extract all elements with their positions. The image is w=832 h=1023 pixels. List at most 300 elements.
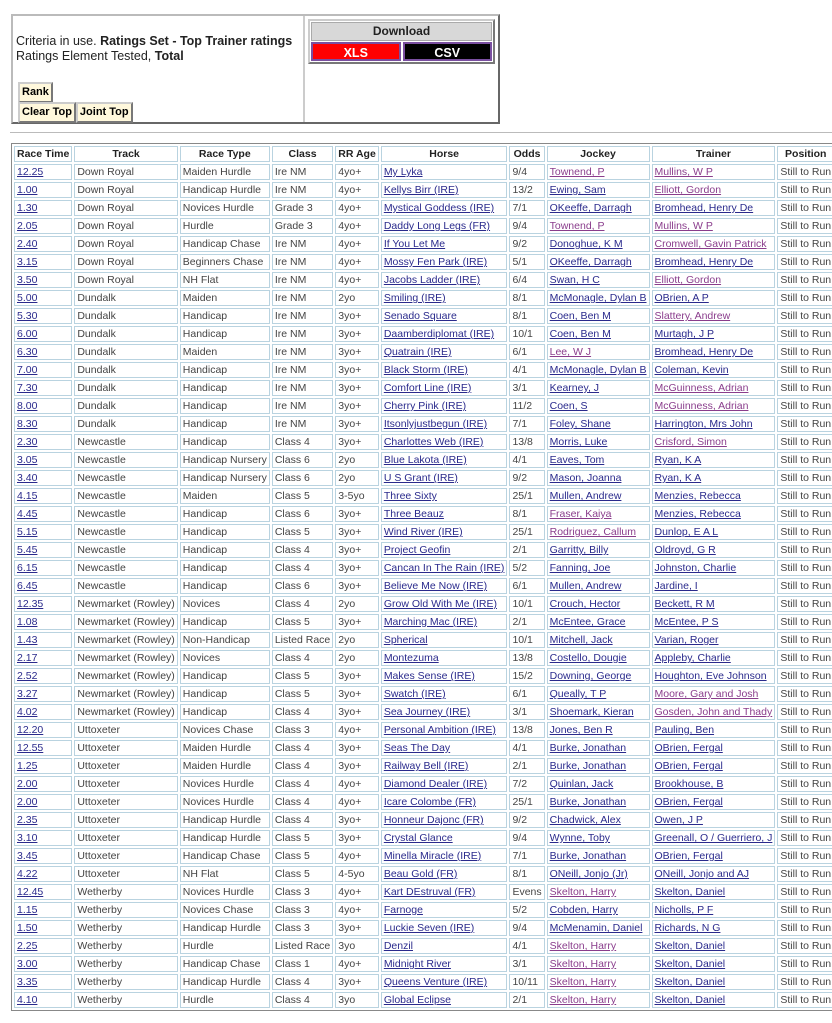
race-time-link[interactable]: 6.15	[17, 562, 38, 574]
jockey-link[interactable]: Burke, Jonathan	[549, 850, 627, 862]
horse-link[interactable]: Charlottes Web (IRE)	[383, 436, 484, 448]
class-cell: Ire NM	[272, 182, 333, 198]
jockey-link[interactable]: McMonagle, Dylan B	[549, 364, 647, 376]
odds-cell: 2/1	[509, 992, 544, 1008]
trainer-link[interactable]: Owen, J P	[654, 814, 703, 826]
jockey-link[interactable]: Skelton, Harry	[549, 976, 617, 988]
race-time-cell	[14, 506, 72, 522]
horse-link[interactable]: Queens Venture (IRE)	[383, 976, 488, 988]
trainer-link[interactable]: Bromhead, Henry De	[654, 256, 754, 268]
trainer-link[interactable]: Bromhead, Henry De	[654, 346, 754, 358]
rr-age-cell: 3yo+	[335, 920, 379, 936]
race-time-link[interactable]: 8.30	[17, 418, 38, 430]
track-cell: Newcastle	[74, 542, 177, 558]
horse-link[interactable]: Railway Bell (IRE)	[383, 760, 469, 772]
horse-link[interactable]: Marching Mac (IRE)	[383, 616, 478, 628]
horse-link[interactable]: Project Geofin	[383, 544, 451, 556]
criteria-value: Ratings Set - Top Trainer ratings	[100, 34, 293, 48]
trainer-link[interactable]: Varian, Roger	[654, 634, 719, 646]
horse-link[interactable]: Cherry Pink (IRE)	[383, 400, 467, 412]
jockey-link[interactable]: Foley, Shane	[549, 418, 611, 430]
class-cell: Class 4	[272, 992, 333, 1008]
jockey-link[interactable]: Burke, Jonathan	[549, 742, 627, 754]
trainer-link[interactable]: Crisford, Simon	[654, 436, 727, 448]
rr-age-cell: 3yo+	[335, 740, 379, 756]
horse-link[interactable]: Crystal Glance	[383, 832, 453, 844]
race-time-link[interactable]: 1.43	[17, 634, 38, 646]
race-time-link[interactable]: 7.30	[17, 382, 38, 394]
trainer-cell	[652, 434, 776, 450]
table-row	[14, 632, 832, 648]
jockey-link[interactable]: Wynne, Toby	[549, 832, 611, 844]
horse-link[interactable]: Daamberdiplomat (IRE)	[383, 328, 495, 340]
horse-link[interactable]: My Lyka	[383, 166, 423, 178]
race-time-link[interactable]: 1.30	[17, 202, 38, 214]
race-time-link[interactable]: 5.00	[17, 292, 38, 304]
criteria-panel	[11, 14, 500, 124]
jockey-cell	[547, 920, 650, 936]
track-cell: Newcastle	[74, 452, 177, 468]
trainer-cell	[652, 974, 776, 990]
jockey-link[interactable]: Mullen, Andrew	[549, 490, 622, 502]
race-time-link[interactable]: 2.00	[17, 796, 38, 808]
horse-link[interactable]: Grow Old With Me (IRE)	[383, 598, 497, 610]
race-time-link[interactable]: 2.40	[17, 238, 38, 250]
joint-top-button[interactable]: Joint Top	[76, 102, 133, 123]
trainer-link[interactable]: OBrien, A P	[654, 292, 709, 304]
table-row	[14, 740, 832, 756]
horse-link[interactable]: Quatrain (IRE)	[383, 346, 452, 358]
trainer-link[interactable]: Menzies, Rebecca	[654, 490, 741, 502]
horse-link[interactable]: Mossy Fen Park (IRE)	[383, 256, 488, 268]
jockey-link[interactable]: Crouch, Hector	[549, 598, 621, 610]
race-time-link[interactable]: 5.15	[17, 526, 38, 538]
race-time-cell	[14, 236, 72, 252]
track-cell: Dundalk	[74, 290, 177, 306]
jockey-link[interactable]: OKeeffe, Darragh	[549, 256, 632, 268]
jockey-link[interactable]: Chadwick, Alex	[549, 814, 621, 826]
table-header-row	[14, 146, 832, 162]
horse-link[interactable]: Honneur Dajonc (FR)	[383, 814, 484, 826]
jockey-link[interactable]: Coen, Ben M	[549, 310, 611, 322]
horse-link[interactable]: Kart DEstruval (FR)	[383, 886, 476, 898]
horse-cell	[381, 866, 508, 882]
race-time-link[interactable]: 3.05	[17, 454, 38, 466]
jockey-link[interactable]: Burke, Jonathan	[549, 796, 627, 808]
rr-age-cell: 3yo+	[335, 308, 379, 324]
horse-link[interactable]: Smiling (IRE)	[383, 292, 446, 304]
jockey-link[interactable]: Townend, P	[549, 166, 605, 178]
jockey-link[interactable]: McMonagle, Dylan B	[549, 292, 647, 304]
horse-cell	[381, 200, 508, 216]
horse-link[interactable]: Global Eclipse	[383, 994, 451, 1006]
jockey-link[interactable]: Skelton, Harry	[549, 940, 617, 952]
horse-cell	[381, 344, 508, 360]
trainer-cell	[652, 812, 776, 828]
horse-link[interactable]: Wind River (IRE)	[383, 526, 463, 538]
race-time-cell	[14, 596, 72, 612]
race-time-link[interactable]: 4.15	[17, 490, 38, 502]
track-cell: Newmarket (Rowley)	[74, 650, 177, 666]
trainer-link[interactable]: Menzies, Rebecca	[654, 508, 741, 520]
horse-cell	[381, 794, 508, 810]
race-time-link[interactable]: 8.00	[17, 400, 38, 412]
trainer-link[interactable]: Ryan, K A	[654, 472, 702, 484]
horse-link[interactable]: Mystical Goddess (IRE)	[383, 202, 495, 214]
horse-link[interactable]: Jacobs Ladder (IRE)	[383, 274, 481, 286]
horse-link[interactable]: Itsonlyjustbegun (IRE)	[383, 418, 488, 430]
horse-link[interactable]: Blue Lakota (IRE)	[383, 454, 467, 466]
jockey-link[interactable]: Mitchell, Jack	[549, 634, 613, 646]
race-time-link[interactable]: 1.25	[17, 760, 38, 772]
track-cell: Newmarket (Rowley)	[74, 614, 177, 630]
jockey-cell	[547, 866, 650, 882]
rr-age-cell: 3yo+	[335, 974, 379, 990]
rr-age-cell: 4yo+	[335, 722, 379, 738]
jockey-cell	[547, 560, 650, 576]
odds-cell: 10/1	[509, 632, 544, 648]
table-row	[14, 830, 832, 846]
race-time-link[interactable]: 2.05	[17, 220, 38, 232]
trainer-cell	[652, 686, 776, 702]
jockey-link[interactable]: Queally, T P	[549, 688, 607, 700]
odds-cell: 9/4	[509, 920, 544, 936]
trainer-link[interactable]: Mullins, W P	[654, 166, 713, 178]
jockey-link[interactable]: Donoghue, K M	[549, 238, 623, 250]
race-time-link[interactable]: 5.45	[17, 544, 38, 556]
trainer-link[interactable]: Skelton, Daniel	[654, 976, 726, 988]
race-time-link[interactable]: 12.20	[17, 724, 44, 736]
table-row	[14, 722, 832, 738]
trainer-link[interactable]: Dunlop, E A L	[654, 526, 719, 538]
trainer-link[interactable]: Elliott, Gordon	[654, 274, 722, 286]
race-time-link[interactable]: 1.15	[17, 904, 38, 916]
trainer-link[interactable]: Nicholls, P F	[654, 904, 714, 916]
class-cell: Class 6	[272, 470, 333, 486]
jockey-link[interactable]: Cobden, Harry	[549, 904, 618, 916]
trainer-cell	[652, 290, 776, 306]
odds-cell: 25/1	[509, 794, 544, 810]
position-cell: Still to Run	[777, 308, 832, 324]
class-cell: Class 4	[272, 758, 333, 774]
horse-link[interactable]: U S Grant (IRE)	[383, 472, 458, 484]
horse-link[interactable]: Sea Journey (IRE)	[383, 706, 471, 718]
trainer-link[interactable]: Richards, N G	[654, 922, 721, 934]
horse-link[interactable]: Personal Ambition (IRE)	[383, 724, 496, 736]
jockey-link[interactable]: Skelton, Harry	[549, 886, 617, 898]
race-time-link[interactable]: 3.45	[17, 850, 38, 862]
horse-cell	[381, 560, 508, 576]
trainer-link[interactable]: Skelton, Daniel	[654, 886, 726, 898]
jockey-link[interactable]: Ewing, Sam	[549, 184, 606, 196]
horse-link[interactable]: Luckie Seven (IRE)	[383, 922, 475, 934]
horse-link[interactable]: Denzil	[383, 940, 413, 952]
race-time-link[interactable]: 1.00	[17, 184, 38, 196]
trainer-link[interactable]: Harrington, Mrs John	[654, 418, 753, 430]
class-cell: Class 4	[272, 704, 333, 720]
rr-age-cell: 3yo+	[335, 344, 379, 360]
jockey-link[interactable]: Skelton, Harry	[549, 958, 617, 970]
trainer-link[interactable]: Ryan, K A	[654, 454, 702, 466]
race-time-link[interactable]: 3.00	[17, 958, 38, 970]
jockey-link[interactable]: Shoemark, Kieran	[549, 706, 634, 718]
trainer-link[interactable]: Skelton, Daniel	[654, 994, 726, 1006]
horse-link[interactable]: Kellys Birr (IRE)	[383, 184, 459, 196]
trainer-link[interactable]: Jardine, I	[654, 580, 698, 592]
race-time-cell	[14, 866, 72, 882]
jockey-link[interactable]: Mason, Joanna	[549, 472, 622, 484]
odds-cell: 5/2	[509, 560, 544, 576]
horse-link[interactable]: Spherical	[383, 634, 428, 646]
trainer-link[interactable]: Murtagh, J P	[654, 328, 715, 340]
download-csv-button[interactable]: CSV	[403, 42, 493, 61]
table-row	[14, 470, 832, 486]
jockey-link[interactable]: Coen, Ben M	[549, 328, 611, 340]
jockey-link[interactable]: Townend, P	[549, 220, 605, 232]
trainer-link[interactable]: Bromhead, Henry De	[654, 202, 754, 214]
horse-link[interactable]: Makes Sense (IRE)	[383, 670, 475, 682]
race-time-cell	[14, 416, 72, 432]
odds-cell: 10/1	[509, 596, 544, 612]
class-cell: Ire NM	[272, 344, 333, 360]
jockey-link[interactable]: Mullen, Andrew	[549, 580, 622, 592]
rr-age-cell: 3-5yo	[335, 488, 379, 504]
jockey-link[interactable]: Jones, Ben R	[549, 724, 613, 736]
rr-age-cell: 2yo	[335, 290, 379, 306]
race-time-cell	[14, 290, 72, 306]
jockey-link[interactable]: Swan, H C	[549, 274, 600, 286]
results-body	[14, 164, 832, 1008]
trainer-link[interactable]: OBrien, Fergal	[654, 850, 723, 862]
trainer-link[interactable]: McEntee, P S	[654, 616, 719, 628]
race-time-link[interactable]: 4.45	[17, 508, 38, 520]
horse-link[interactable]: Minella Miracle (IRE)	[383, 850, 482, 862]
download-xls-button[interactable]: XLS	[311, 42, 401, 61]
race-time-link[interactable]: 6.45	[17, 580, 38, 592]
column-header-odds: Odds	[509, 146, 544, 162]
jockey-link[interactable]: Costello, Dougie	[549, 652, 627, 664]
jockey-cell	[547, 722, 650, 738]
race-time-link[interactable]: 4.10	[17, 994, 38, 1006]
position-cell: Still to Run	[777, 722, 832, 738]
trainer-link[interactable]: Johnston, Charlie	[654, 562, 737, 574]
horse-cell	[381, 776, 508, 792]
odds-cell: 9/2	[509, 236, 544, 252]
jockey-link[interactable]: Eaves, Tom	[549, 454, 605, 466]
race-time-link[interactable]: 4.22	[17, 868, 38, 880]
race-time-link[interactable]: 1.50	[17, 922, 38, 934]
horse-link[interactable]: Farnoge	[383, 904, 423, 916]
horse-link[interactable]: Three Beauz	[383, 508, 444, 520]
track-cell: Uttoxeter	[74, 758, 177, 774]
position-cell: Still to Run	[777, 848, 832, 864]
position-cell: Still to Run	[777, 974, 832, 990]
track-cell: Down Royal	[74, 254, 177, 270]
horse-cell	[381, 272, 508, 288]
trainer-link[interactable]: McGuinness, Adrian	[654, 400, 749, 412]
jockey-link[interactable]: Fanning, Joe	[549, 562, 611, 574]
jockey-link[interactable]: Coen, S	[549, 400, 588, 412]
jockey-cell	[547, 956, 650, 972]
race-type-cell: Handicap	[180, 614, 270, 630]
horse-link[interactable]: Montezuma	[383, 652, 439, 664]
race-time-link[interactable]: 12.45	[17, 886, 44, 898]
trainer-link[interactable]: Skelton, Daniel	[654, 958, 726, 970]
jockey-link[interactable]: Fraser, Kaiya	[549, 508, 612, 520]
trainer-link[interactable]: Brookhouse, B	[654, 778, 724, 790]
table-row	[14, 668, 832, 684]
race-time-cell	[14, 254, 72, 270]
horse-cell	[381, 524, 508, 540]
class-cell: Class 5	[272, 614, 333, 630]
trainer-link[interactable]: ONeill, Jonjo and AJ	[654, 868, 750, 880]
table-row	[14, 398, 832, 414]
trainer-link[interactable]: Houghton, Eve Johnson	[654, 670, 767, 682]
trainer-link[interactable]: Greenall, O / Guerriero, J	[654, 832, 773, 844]
jockey-link[interactable]: Burke, Jonathan	[549, 760, 627, 772]
rank-button[interactable]: Rank	[18, 82, 53, 103]
race-type-cell: Handicap	[180, 308, 270, 324]
race-time-link[interactable]: 3.50	[17, 274, 38, 286]
trainer-link[interactable]: Slattery, Andrew	[654, 310, 731, 322]
horse-link[interactable]: Three Sixty	[383, 490, 437, 502]
trainer-link[interactable]: McGuinness, Adrian	[654, 382, 749, 394]
race-time-link[interactable]: 12.35	[17, 598, 44, 610]
race-time-link[interactable]: 3.10	[17, 832, 38, 844]
class-cell: Class 4	[272, 542, 333, 558]
jockey-cell	[547, 470, 650, 486]
jockey-link[interactable]: OKeeffe, Darragh	[549, 202, 632, 214]
jockey-link[interactable]: Quinlan, Jack	[549, 778, 614, 790]
jockey-link[interactable]: ONeill, Jonjo (Jr)	[549, 868, 628, 880]
race-time-link[interactable]: 12.25	[17, 166, 44, 178]
track-cell: Wetherby	[74, 902, 177, 918]
jockey-link[interactable]: Downing, George	[549, 670, 632, 682]
horse-link[interactable]: Swatch (IRE)	[383, 688, 446, 700]
trainer-link[interactable]: Skelton, Daniel	[654, 940, 726, 952]
horse-link[interactable]: Cancan In The Rain (IRE)	[383, 562, 505, 574]
jockey-link[interactable]: Kearney, J	[549, 382, 600, 394]
race-time-link[interactable]: 3.15	[17, 256, 38, 268]
horse-link[interactable]: Daddy Long Legs (FR)	[383, 220, 491, 232]
race-time-link[interactable]: 2.30	[17, 436, 38, 448]
race-time-link[interactable]: 12.55	[17, 742, 44, 754]
jockey-link[interactable]: Morris, Luke	[549, 436, 608, 448]
odds-cell: 9/4	[509, 218, 544, 234]
horse-cell	[381, 596, 508, 612]
trainer-link[interactable]: Beckett, R M	[654, 598, 715, 610]
trainer-link[interactable]: Cromwell, Gavin Patrick	[654, 238, 767, 250]
trainer-link[interactable]: Oldroyd, G R	[654, 544, 716, 556]
position-cell: Still to Run	[777, 668, 832, 684]
race-time-link[interactable]: 3.27	[17, 688, 38, 700]
trainer-link[interactable]: Pauling, Ben	[654, 724, 715, 736]
race-type-cell: Maiden	[180, 488, 270, 504]
trainer-link[interactable]: Mullins, W P	[654, 220, 713, 232]
race-time-link[interactable]: 2.17	[17, 652, 38, 664]
trainer-cell	[652, 182, 776, 198]
jockey-link[interactable]: Garritty, Billy	[549, 544, 609, 556]
race-time-cell	[14, 884, 72, 900]
jockey-cell	[547, 794, 650, 810]
trainer-link[interactable]: Appleby, Charlie	[654, 652, 731, 664]
race-time-link[interactable]: 1.08	[17, 616, 38, 628]
race-time-link[interactable]: 2.25	[17, 940, 38, 952]
horse-cell	[381, 758, 508, 774]
table-row	[14, 524, 832, 540]
trainer-cell	[652, 722, 776, 738]
race-type-cell: Handicap Hurdle	[180, 920, 270, 936]
position-cell: Still to Run	[777, 542, 832, 558]
jockey-link[interactable]: McMenamin, Daniel	[549, 922, 643, 934]
race-time-link[interactable]: 3.35	[17, 976, 38, 988]
horse-link[interactable]: Beau Gold (FR)	[383, 868, 458, 880]
race-time-link[interactable]: 4.02	[17, 706, 38, 718]
trainer-cell	[652, 596, 776, 612]
trainer-link[interactable]: Gosden, John and Thady	[654, 706, 773, 718]
trainer-cell	[652, 308, 776, 324]
race-time-link[interactable]: 6.00	[17, 328, 38, 340]
race-time-link[interactable]: 2.35	[17, 814, 38, 826]
horse-link[interactable]: Diamond Dealer (IRE)	[383, 778, 488, 790]
horse-link[interactable]: Seas The Day	[383, 742, 451, 754]
position-cell: Still to Run	[777, 272, 832, 288]
horse-link[interactable]: Icare Colombe (FR)	[383, 796, 477, 808]
trainer-link[interactable]: OBrien, Fergal	[654, 796, 723, 808]
rr-age-cell: 3yo+	[335, 812, 379, 828]
clear-top-button[interactable]: Clear Top	[18, 102, 76, 123]
race-time-link[interactable]: 7.00	[17, 364, 38, 376]
race-time-link[interactable]: 3.40	[17, 472, 38, 484]
horse-link[interactable]: Comfort Line (IRE)	[383, 382, 472, 394]
trainer-link[interactable]: OBrien, Fergal	[654, 760, 723, 772]
jockey-cell	[547, 398, 650, 414]
race-type-cell: Novices Hurdle	[180, 794, 270, 810]
rr-age-cell: 3yo+	[335, 686, 379, 702]
rr-age-cell: 2yo	[335, 596, 379, 612]
trainer-link[interactable]: Elliott, Gordon	[654, 184, 722, 196]
jockey-cell	[547, 200, 650, 216]
class-cell: Ire NM	[272, 254, 333, 270]
horse-link[interactable]: Senado Square	[383, 310, 457, 322]
odds-cell: 13/8	[509, 434, 544, 450]
race-time-link[interactable]: 2.52	[17, 670, 38, 682]
trainer-link[interactable]: Coleman, Kevin	[654, 364, 729, 376]
jockey-link[interactable]: Rodriguez, Callum	[549, 526, 636, 538]
trainer-cell	[652, 920, 776, 936]
track-cell: Down Royal	[74, 218, 177, 234]
jockey-link[interactable]: Lee, W J	[549, 346, 592, 358]
horse-link[interactable]: Midnight River	[383, 958, 451, 970]
jockey-link[interactable]: Skelton, Harry	[549, 994, 617, 1006]
race-time-link[interactable]: 5.30	[17, 310, 38, 322]
track-cell: Uttoxeter	[74, 812, 177, 828]
track-cell: Newmarket (Rowley)	[74, 668, 177, 684]
rr-age-cell: 3yo+	[335, 434, 379, 450]
horse-link[interactable]: If You Let Me	[383, 238, 446, 250]
horse-link[interactable]: Black Storm (IRE)	[383, 364, 468, 376]
trainer-link[interactable]: OBrien, Fergal	[654, 742, 723, 754]
position-cell: Still to Run	[777, 236, 832, 252]
class-cell: Ire NM	[272, 308, 333, 324]
jockey-link[interactable]: McEntee, Grace	[549, 616, 626, 628]
trainer-link[interactable]: Moore, Gary and Josh	[654, 688, 759, 700]
race-time-cell	[14, 632, 72, 648]
odds-cell: 10/11	[509, 974, 544, 990]
race-time-link[interactable]: 6.30	[17, 346, 38, 358]
horse-link[interactable]: Believe Me Now (IRE)	[383, 580, 488, 592]
race-time-link[interactable]: 2.00	[17, 778, 38, 790]
